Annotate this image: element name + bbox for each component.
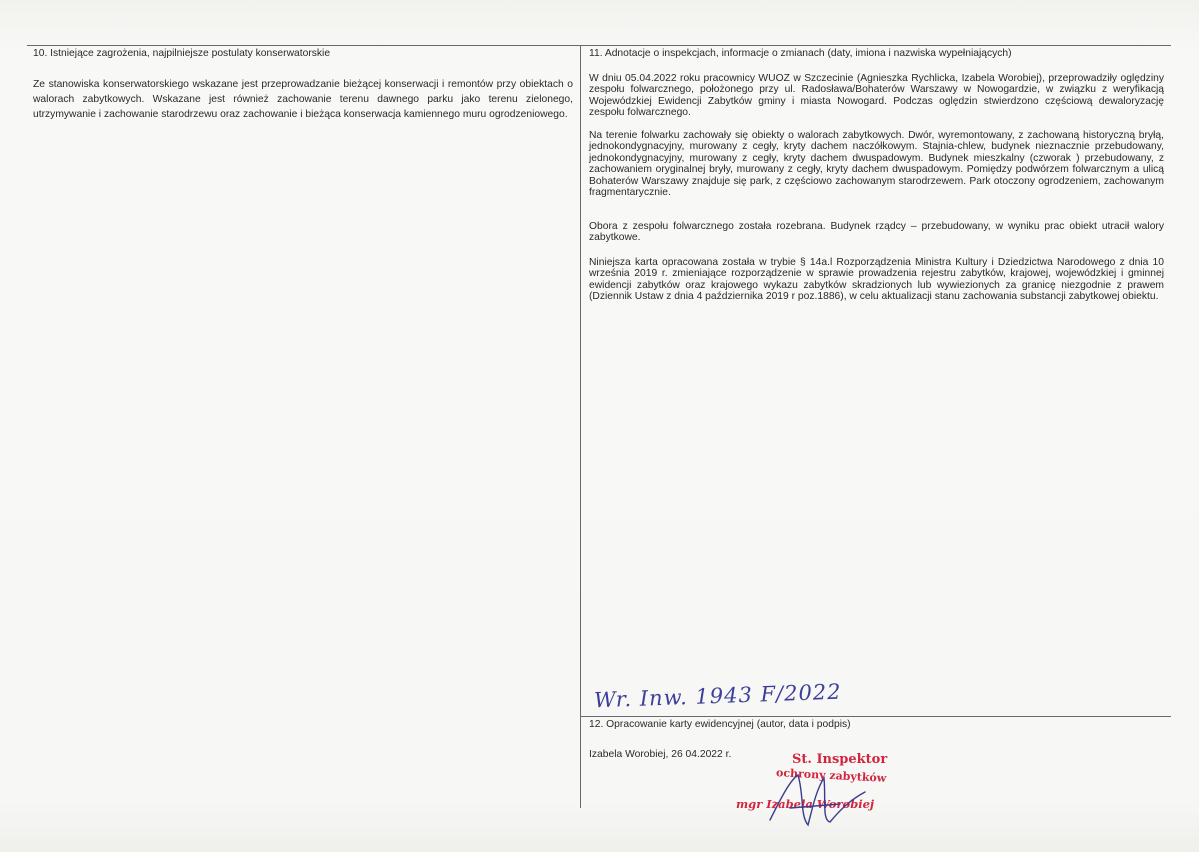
handwritten-inventory-number: Wr. Inw. 1943 F/2022: [593, 679, 842, 713]
stamp-line-2: ochrony zabytków: [775, 766, 887, 785]
section-11-paragraph-3: Obora z zespołu folwarcznego została rozebrana. Budynek rządcy – przebudowany, w wyniku prac obiekt utracił walory zabytkowe.: [589, 221, 1164, 244]
author-and-date: Izabela Worobiej, 26 04.2022 r.: [589, 749, 732, 760]
section-11-heading: 11. Adnotacje o inspekcjach, informacje o zmianach (daty, imiona i nazwiska wypełniających): [589, 48, 1012, 59]
signature-icon: [760, 770, 880, 830]
stamp-line-1: St. Inspektor: [792, 752, 888, 767]
section-11-paragraph-1: W dniu 05.04.2022 roku pracownicy WUOZ w Szczecinie (Agnieszka Rychlicka, Izabela Worobiej), przeprowadziły oględziny zespołu folwarcznego, położonego przy ul. Radosława/Bohaterów Warszawy w Nowogardzie, w związku z weryfikacją Wojewódzkiej Ewidencji Zabytków gminy i miasta Nowogard. Podczas oględzin stwierdzono częściową dewaloryzację zespołu folwarcznego.: [589, 73, 1164, 119]
section-12-heading: 12. Opracowanie karty ewidencyjnej (autor, data i podpis): [589, 719, 851, 730]
section-10-heading: 10. Istniejące zagrożenia, najpilniejsze postulaty konserwatorskie: [33, 48, 331, 59]
top-rule: [27, 45, 1171, 46]
section-11-paragraph-4: Niniejsza karta opracowana została w trybie § 14a.l Rozporządzenia Ministra Kultury i Dziedzictwa Narodowego z dnia 10 września 2019 r. zmieniające rozporządzenie w sprawie prowadzenia rejestru zabytków, krajowej, wojewódzkiej i gminnej ewidencji zabytków oraz krajowego wykazu zabytków skradzionych lub wywiezionych za granicę niezgodnie z prawem (Dziennik Ustaw z dnia 4 października 2019 r poz.1886), w celu aktualizacji stanu zachowania substancji zabytkowej obiektu.: [589, 257, 1164, 303]
section-12-rule: [580, 716, 1171, 717]
section-10-text: Ze stanowiska konserwatorskiego wskazane jest przeprowadzanie bieżącej konserwacji i remontów przy obiektach o walorach zabytkowych. Wskazane jest również zachowanie terenu dawnego parku jako terenu zielonego, utrzymywanie i zachowanie starodrzewu oraz zachowanie i bieżąca konserwacja kamiennego muru ogrodzeniowego.: [33, 79, 573, 120]
column-divider: [580, 45, 581, 808]
section-11-paragraph-2: Na terenie folwarku zachowały się obiekty o walorach zabytkowych. Dwór, wyremontowany, z zachowaną historyczną bryłą, jednokondygnacyjny, murowany z cegły, kryty dachem naczółkowym. Stajnia-chlew, budynek nieznacznie przebudowany, jednokondygnacyjny, murowany z cegły, kryty dachem dwuspadowym. Budynek mieszkalny (czworak ) przebudowany, z zachowaniem oryginalnej bryły, murowany z cegły, kryty dachem dwuspadowym. Pomiędzy podwórzem folwarcznym a ulicą Bohaterów Warszawy znajduje się park, z częściowo zachowanym starodrzewem. Park otoczony ogrodzeniem, zachowanym fragmentarycznie.: [589, 130, 1164, 199]
stamp-line-3: mgr Izabela Worobiej: [736, 797, 875, 811]
